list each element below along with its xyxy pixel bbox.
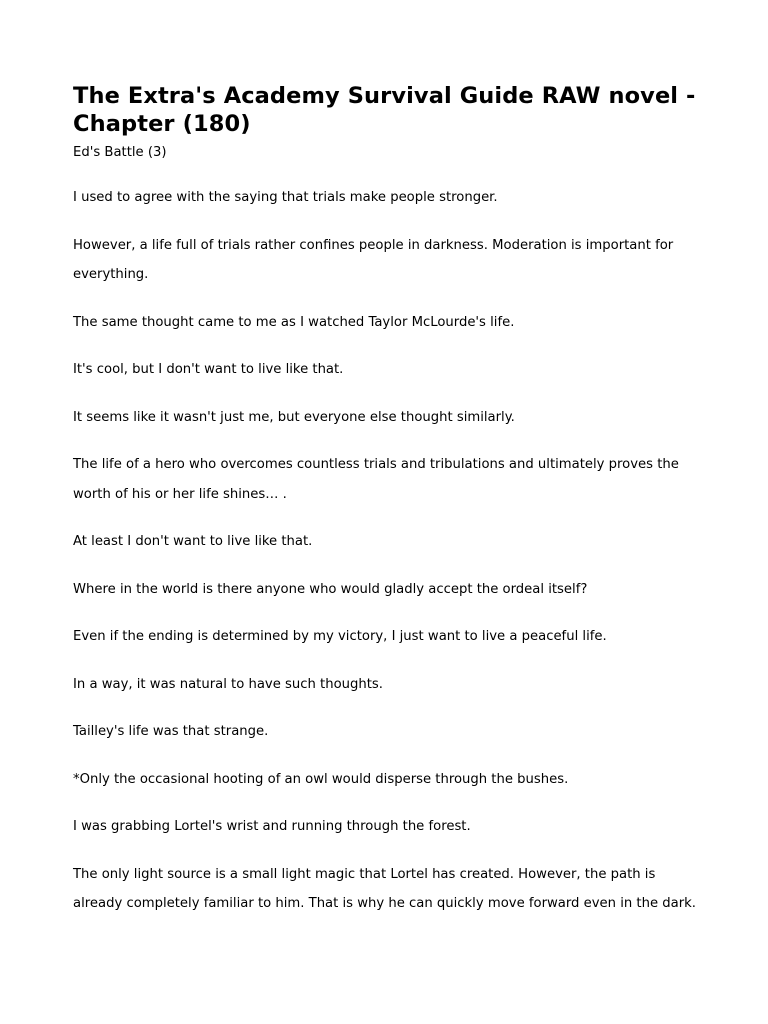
paragraph: I used to agree with the saying that trials make people stronger. [73,190,498,205]
paragraph: Even if the ending is determined by my victory, I just want to live a peaceful life. [73,629,607,644]
paragraph: However, a life full of trials rather confines people in darkness. Moderation is important for everything. [73,237,674,282]
paragraph: The same thought came to me as I watched Taylor McLourde's life. [73,314,515,330]
paragraph: I was grabbing Lortel's wrist and running through the forest. [73,819,471,834]
document-page [73,82,703,937]
document-title: The Extra's Academy Survival Guide RAW novel - Chapter (180) [73,83,696,137]
body-text [73,183,703,919]
paragraph: Tailley's life was that strange. [73,724,269,739]
paragraph: At least I don't want to live like that. [73,534,313,549]
paragraph: It's cool, but I don't want to live like that. [73,362,344,377]
paragraph: In a way, it was natural to have such thoughts. [73,676,383,692]
paragraph: The only light source is a small light magic that Lortel has created. However, the path is already completely familiar to him. That is why he can quickly move forward even in the dark. [73,866,696,911]
paragraph: *Only the occasional hooting of an owl would disperse through the bushes. [73,771,569,787]
chapter-subtitle: Ed's Battle (3) [73,145,167,160]
paragraph: The life of a hero who overcomes countless trials and tribulations and ultimately proves the worth of his or her life shines… . [73,457,679,502]
paragraph: Where in the world is there anyone who would gladly accept the ordeal itself? [73,581,588,597]
paragraph: It seems like it wasn't just me, but everyone else thought similarly. [73,409,515,425]
